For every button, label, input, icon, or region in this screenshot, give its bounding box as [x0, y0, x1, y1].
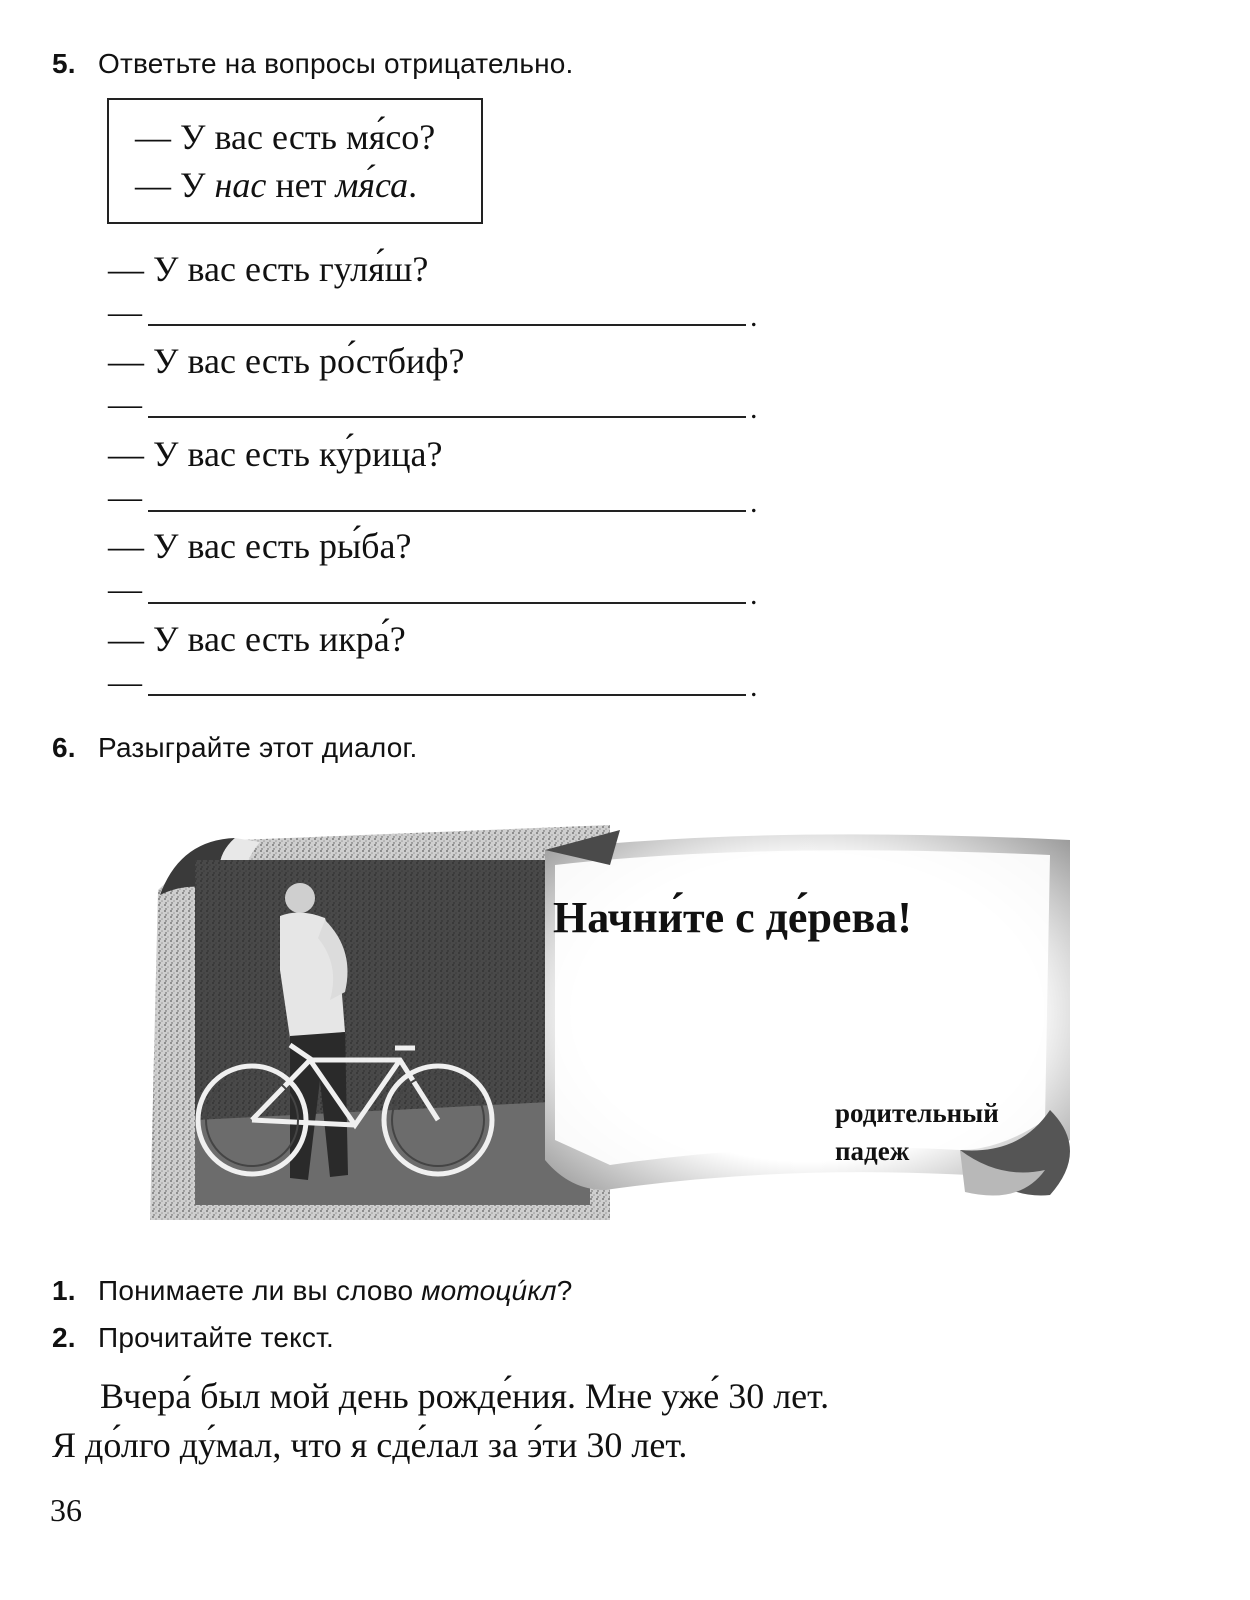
- banner-tag-line2: падеж: [835, 1136, 910, 1166]
- banner-title: Начни́те с де́рева!: [553, 893, 912, 942]
- answer-input-line[interactable]: [148, 694, 746, 696]
- exercise-instruction: Ответьте на вопросы отрицательно.: [98, 48, 574, 79]
- example-answer-italic: мя́са: [335, 165, 409, 205]
- banner-tag-line1: родительный: [835, 1098, 999, 1128]
- exercise-number: 5.: [52, 48, 76, 79]
- answer-dash: —: [108, 479, 142, 516]
- task-end: ?: [556, 1275, 573, 1306]
- question-line: — У вас есть ро́стбиф?: [108, 341, 465, 381]
- task-text: Прочитайте текст.: [98, 1322, 335, 1353]
- task-number: 2.: [52, 1322, 76, 1353]
- exercise-6-heading: [52, 732, 418, 764]
- example-answer-part: — У: [135, 165, 215, 205]
- answer-dash: —: [108, 294, 142, 331]
- lesson-banner: [140, 820, 1090, 1235]
- exercise-number: 6.: [52, 732, 76, 763]
- reading-line-1: Вчера́ был мой день рожде́ния. Мне уже́ 30 лет.: [100, 1376, 830, 1416]
- example-box: [107, 98, 483, 224]
- answer-dash: —: [108, 386, 142, 423]
- answer-period: .: [750, 486, 758, 519]
- answer-input-line[interactable]: [148, 416, 746, 418]
- exercise-5-heading: [52, 48, 574, 80]
- example-answer-part: нет: [266, 165, 336, 205]
- page-number: 36: [50, 1492, 82, 1528]
- task-2: [52, 1322, 334, 1354]
- task-italic-word: мотоци́кл: [421, 1275, 557, 1306]
- question-line: — У вас есть ку́рица?: [108, 434, 443, 474]
- question-line: — У вас есть икра́?: [108, 619, 406, 659]
- question-line: — У вас есть гуля́ш?: [108, 249, 429, 289]
- task-1: [52, 1275, 573, 1307]
- answer-dash: —: [108, 571, 142, 608]
- exercise-instruction: Разыграйте этот диалог.: [98, 732, 418, 763]
- answer-period: .: [750, 578, 758, 611]
- example-answer: [135, 164, 417, 206]
- answer-period: .: [750, 670, 758, 703]
- example-answer-italic: нас: [214, 165, 267, 205]
- answer-input-line[interactable]: [148, 510, 746, 512]
- example-question: — У вас есть мя́со?: [135, 117, 436, 157]
- answer-period: .: [750, 300, 758, 333]
- task-number: 1.: [52, 1275, 76, 1306]
- answer-input-line[interactable]: [148, 602, 746, 604]
- question-line: — У вас есть ры́ба?: [108, 526, 412, 566]
- reading-line-2: Я до́лго ду́мал, что я сде́лал за э́ти 30 лет.: [52, 1425, 688, 1465]
- answer-period: .: [750, 392, 758, 425]
- example-answer-part: .: [408, 165, 418, 205]
- answer-input-line[interactable]: [148, 324, 746, 326]
- banner-illustration: [140, 820, 1090, 1235]
- answer-dash: —: [108, 664, 142, 701]
- task-text: Понимаете ли вы слово: [98, 1275, 422, 1306]
